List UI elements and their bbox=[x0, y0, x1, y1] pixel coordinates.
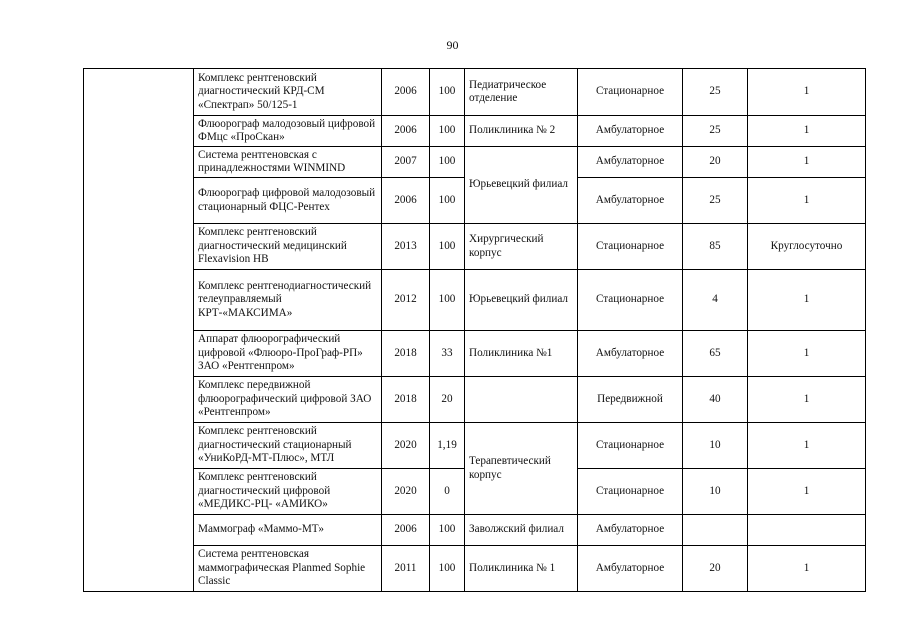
load-cell: 10 bbox=[683, 423, 748, 469]
wear-cell: 100 bbox=[430, 515, 465, 546]
equipment-name: Комплекс передвижной флюорографический цифровой ЗАО «Рентгенпром» bbox=[194, 377, 382, 423]
department-cell: Поликлиника № 1 bbox=[465, 546, 578, 592]
load-cell: 25 bbox=[683, 69, 748, 116]
table-row bbox=[84, 116, 866, 147]
load-cell: 4 bbox=[683, 270, 748, 331]
wear-cell: 0 bbox=[430, 469, 465, 515]
equipment-name: Аппарат флюорографический цифровой «Флюоро-ПроГраф-РП» ЗАО «Рентгенпром» bbox=[194, 331, 382, 377]
department-cell: Заволжский филиал bbox=[465, 515, 578, 546]
table-row bbox=[84, 423, 866, 469]
mode-cell: Амбулаторное bbox=[578, 116, 683, 147]
mode-cell: Передвижной bbox=[578, 377, 683, 423]
load-cell: 40 bbox=[683, 377, 748, 423]
department-cell: Поликлиника № 2 bbox=[465, 116, 578, 147]
year-cell: 2006 bbox=[382, 69, 430, 116]
equipment-name: Флюорограф малодозовый цифровой ФМцс «ПроСкан» bbox=[194, 116, 382, 147]
shifts-cell: 1 bbox=[748, 147, 866, 178]
shifts-cell: 1 bbox=[748, 116, 866, 147]
year-cell: 2006 bbox=[382, 178, 430, 224]
department-cell: Педиатрическое отделение bbox=[465, 69, 578, 116]
mode-cell: Стационарное bbox=[578, 469, 683, 515]
wear-cell: 100 bbox=[430, 69, 465, 116]
wear-cell: 100 bbox=[430, 116, 465, 147]
mode-cell: Стационарное bbox=[578, 423, 683, 469]
equipment-name: Комплекс рентгеновский диагностический стационарный «УниКоРД-МТ-Плюс», МТЛ bbox=[194, 423, 382, 469]
shifts-cell: 1 bbox=[748, 377, 866, 423]
load-cell: 20 bbox=[683, 147, 748, 178]
shifts-cell: 1 bbox=[748, 331, 866, 377]
year-cell: 2018 bbox=[382, 331, 430, 377]
equipment-name: Комплекс рентгеновский диагностический КРД-СМ «Спектрап» 50/125-1 bbox=[194, 69, 382, 116]
shifts-cell: 1 bbox=[748, 423, 866, 469]
year-cell: 2012 bbox=[382, 270, 430, 331]
load-cell: 10 bbox=[683, 469, 748, 515]
load-cell: 20 bbox=[683, 546, 748, 592]
equipment-name: Система рентгеновская с принадлежностями WINMIND bbox=[194, 147, 382, 178]
table-row bbox=[84, 147, 866, 178]
shifts-cell: 1 bbox=[748, 69, 866, 116]
empty-left-cell bbox=[84, 69, 194, 592]
table-row bbox=[84, 377, 866, 423]
load-cell: 65 bbox=[683, 331, 748, 377]
table-row bbox=[84, 224, 866, 270]
wear-cell: 1,19 bbox=[430, 423, 465, 469]
mode-cell: Стационарное bbox=[578, 270, 683, 331]
department-cell: Юрьевецкий филиал bbox=[465, 270, 578, 331]
wear-cell: 100 bbox=[430, 270, 465, 331]
year-cell: 2006 bbox=[382, 515, 430, 546]
table-row bbox=[84, 515, 866, 546]
mode-cell: Амбулаторное bbox=[578, 331, 683, 377]
department-cell: Юрьевецкий филиал bbox=[465, 147, 578, 224]
page-number: 90 bbox=[446, 38, 459, 52]
mode-cell: Стационарное bbox=[578, 69, 683, 116]
load-cell: 25 bbox=[683, 178, 748, 224]
year-cell: 2011 bbox=[382, 546, 430, 592]
equipment-name: Комплекс рентгеновский диагностический цифровой «МЕДИКС-РЦ- «АМИКО» bbox=[194, 469, 382, 515]
equipment-name: Комплекс рентгенодиагностический телеуправляемый КРТ-«МАКСИМА» bbox=[194, 270, 382, 331]
wear-cell: 33 bbox=[430, 331, 465, 377]
wear-cell: 100 bbox=[430, 147, 465, 178]
wear-cell: 100 bbox=[430, 178, 465, 224]
table-row bbox=[84, 69, 866, 116]
shifts-cell: 1 bbox=[748, 178, 866, 224]
year-cell: 2006 bbox=[382, 116, 430, 147]
mode-cell: Амбулаторное bbox=[578, 178, 683, 224]
table-row bbox=[84, 331, 866, 377]
mode-cell: Стационарное bbox=[578, 224, 683, 270]
shifts-cell: 1 bbox=[748, 270, 866, 331]
table-row bbox=[84, 546, 866, 592]
shifts-cell: Круглосуточно bbox=[748, 224, 866, 270]
shifts-cell: 1 bbox=[748, 546, 866, 592]
year-cell: 2020 bbox=[382, 423, 430, 469]
equipment-table bbox=[83, 68, 866, 592]
wear-cell: 20 bbox=[430, 377, 465, 423]
year-cell: 2020 bbox=[382, 469, 430, 515]
year-cell: 2018 bbox=[382, 377, 430, 423]
shifts-cell: 1 bbox=[748, 469, 866, 515]
mode-cell: Амбулаторное bbox=[578, 515, 683, 546]
wear-cell: 100 bbox=[430, 224, 465, 270]
wear-cell: 100 bbox=[430, 546, 465, 592]
table-row bbox=[84, 270, 866, 331]
load-cell bbox=[683, 515, 748, 546]
equipment-name: Флюорограф цифровой малодозовый стационарный ФЦС-Рентех bbox=[194, 178, 382, 224]
equipment-name: Маммограф «Маммо-МТ» bbox=[194, 515, 382, 546]
department-cell: Терапевтический корпус bbox=[465, 423, 578, 515]
department-cell: Поликлиника №1 bbox=[465, 331, 578, 377]
department-cell: Хирургический корпус bbox=[465, 224, 578, 270]
mode-cell: Амбулаторное bbox=[578, 147, 683, 178]
year-cell: 2007 bbox=[382, 147, 430, 178]
department-cell bbox=[465, 377, 578, 423]
equipment-name: Комплекс рентгеновский диагностический медицинский Flexavision HB bbox=[194, 224, 382, 270]
load-cell: 85 bbox=[683, 224, 748, 270]
load-cell: 25 bbox=[683, 116, 748, 147]
year-cell: 2013 bbox=[382, 224, 430, 270]
shifts-cell bbox=[748, 515, 866, 546]
mode-cell: Амбулаторное bbox=[578, 546, 683, 592]
equipment-name: Система рентгеновская маммографическая Planmed Sophie Classic bbox=[194, 546, 382, 592]
